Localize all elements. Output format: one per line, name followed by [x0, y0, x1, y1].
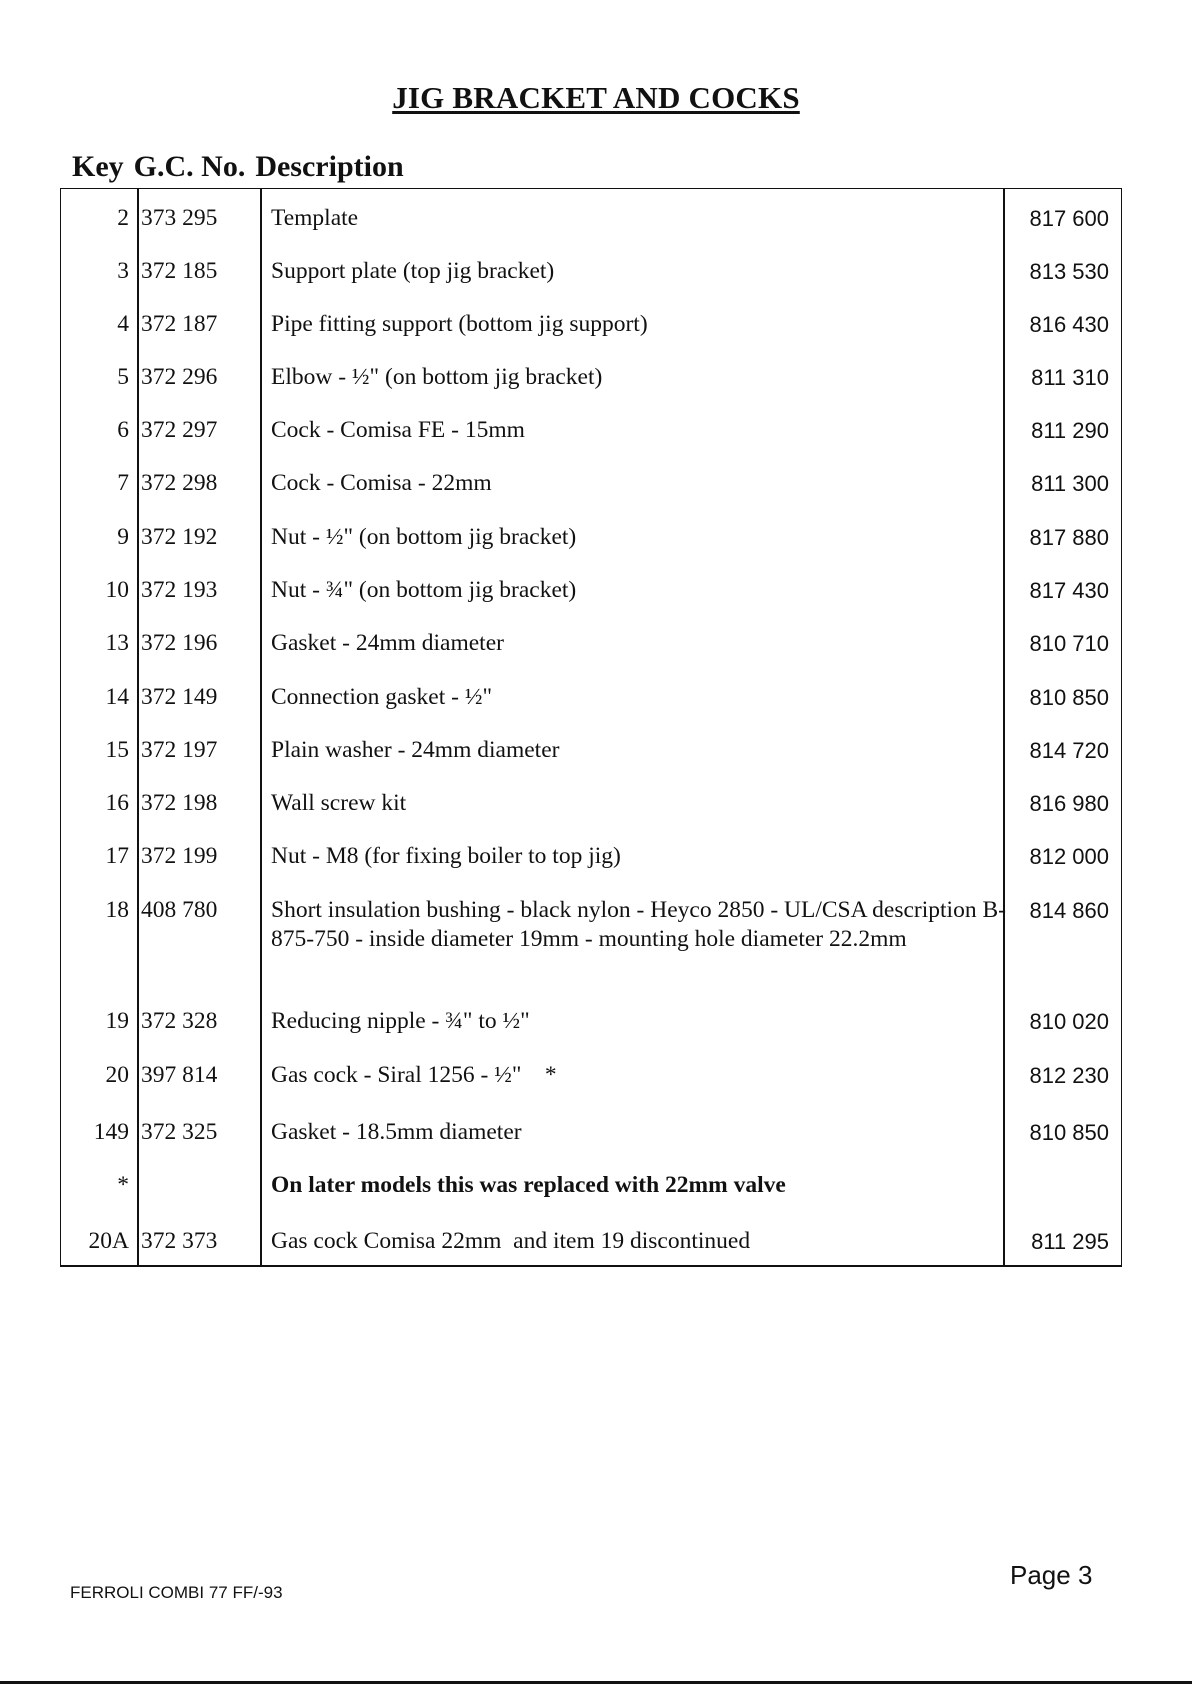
part-number-cell: 810 850 — [1029, 1120, 1109, 1145]
key-cell: 20 — [105, 1062, 129, 1088]
key-cell: 3 — [117, 258, 129, 284]
key-cell: 13 — [105, 630, 129, 656]
key-cell: 7 — [117, 470, 129, 496]
part-number-cell: 813 530 — [1029, 259, 1109, 284]
gc-number-cell: 372 192 — [141, 524, 218, 550]
gc-number-cell: 397 814 — [141, 1062, 218, 1088]
key-cell: 17 — [105, 843, 129, 869]
part-number-cell: 814 720 — [1029, 738, 1109, 763]
description-cell: Gasket - 18.5mm diameter — [271, 1119, 522, 1145]
footer-model: FERROLI COMBI 77 FF/-93 — [70, 1583, 283, 1602]
description-cell: Plain washer - 24mm diameter — [271, 737, 560, 763]
description-cell: Connection gasket - ½" — [271, 684, 493, 710]
key-cell: * — [117, 1172, 129, 1198]
description-cell: Template — [271, 205, 359, 231]
page-title: JIG BRACKET AND COCKS — [392, 80, 800, 115]
gc-number-cell: 372 296 — [141, 364, 218, 390]
page-number: Page 3 — [1010, 1560, 1093, 1590]
key-cell: 9 — [117, 524, 129, 550]
column-divider — [137, 189, 139, 1265]
column-divider — [260, 189, 262, 1265]
part-number-cell: 817 600 — [1029, 206, 1109, 231]
column-headers — [72, 150, 414, 184]
gc-number-cell: 372 196 — [141, 630, 218, 656]
part-number-cell: 812 000 — [1029, 844, 1109, 869]
key-cell: 16 — [105, 790, 129, 816]
part-number-cell: 817 430 — [1029, 578, 1109, 603]
gc-number-cell: 372 325 — [141, 1119, 218, 1145]
description-cell: Gasket - 24mm diameter — [271, 630, 504, 656]
gc-number-cell: 372 198 — [141, 790, 218, 816]
gc-number-cell: 372 149 — [141, 684, 218, 710]
description-cell: Short insulation bushing - black nylon - Heyco 2850 - UL/CSA description B-875-750 - inside diameter 19mm - mounting hole diameter 22.2mm — [271, 897, 1006, 952]
description-cell: Cock - Comisa - 22mm — [271, 470, 492, 496]
description-cell: Elbow - ½" (on bottom jig bracket) — [271, 364, 603, 390]
part-number-cell: 811 295 — [1031, 1229, 1109, 1254]
part-number-cell: 816 430 — [1029, 312, 1109, 337]
gc-number-cell: 372 185 — [141, 258, 218, 284]
gc-number-cell: 372 328 — [141, 1008, 218, 1034]
header-description: Description — [255, 150, 404, 183]
description-cell: Nut - ½" (on bottom jig bracket) — [271, 524, 577, 550]
header-key: Key — [72, 150, 124, 183]
description-cell: Nut - ¾" (on bottom jig bracket) — [271, 577, 577, 603]
part-number-cell: 811 310 — [1031, 365, 1109, 390]
key-cell: 18 — [105, 897, 129, 923]
header-gc-no: G.C. No. — [133, 150, 246, 183]
gc-number-cell: 373 295 — [141, 205, 218, 231]
gc-number-cell: 372 193 — [141, 577, 218, 603]
key-cell: 2 — [117, 205, 129, 231]
part-number-cell: 811 290 — [1031, 418, 1109, 443]
description-cell: Pipe fitting support (bottom jig support) — [271, 311, 648, 337]
part-number-cell: 816 980 — [1029, 791, 1109, 816]
description-cell: Reducing nipple - ¾" to ½" — [271, 1008, 530, 1034]
key-cell: 14 — [105, 684, 129, 710]
parts-table — [60, 188, 1122, 1267]
part-number-cell: 811 300 — [1031, 471, 1109, 496]
key-cell: 6 — [117, 417, 129, 443]
key-cell: 19 — [105, 1008, 129, 1034]
gc-number-cell: 372 197 — [141, 737, 218, 763]
description-cell: Support plate (top jig bracket) — [271, 258, 555, 284]
gc-number-cell: 408 780 — [141, 897, 218, 923]
gc-number-cell: 372 298 — [141, 470, 218, 496]
part-number-cell: 814 860 — [1029, 898, 1109, 923]
description-cell: Gas cock - Siral 1256 - ½" * — [271, 1062, 557, 1088]
part-number-cell: 810 710 — [1029, 631, 1109, 656]
description-cell: On later models this was replaced with 22mm valve — [271, 1172, 786, 1198]
part-number-cell: 812 230 — [1029, 1063, 1109, 1088]
key-cell: 4 — [117, 311, 129, 337]
description-cell: Nut - M8 (for fixing boiler to top jig) — [271, 843, 621, 869]
part-number-cell: 810 020 — [1029, 1009, 1109, 1034]
column-divider — [1003, 189, 1005, 1265]
key-cell: 149 — [93, 1119, 129, 1145]
gc-number-cell: 372 187 — [141, 311, 218, 337]
part-number-cell: 817 880 — [1029, 525, 1109, 550]
key-cell: 15 — [105, 737, 129, 763]
gc-number-cell: 372 297 — [141, 417, 218, 443]
part-number-cell: 810 850 — [1029, 685, 1109, 710]
description-cell: Wall screw kit — [271, 790, 407, 816]
gc-number-cell: 372 199 — [141, 843, 218, 869]
description-cell: Gas cock Comisa 22mm and item 19 discontinued — [271, 1228, 751, 1254]
key-cell: 10 — [105, 577, 129, 603]
description-cell: Cock - Comisa FE - 15mm — [271, 417, 525, 443]
gc-number-cell: 372 373 — [141, 1228, 218, 1254]
key-cell: 5 — [117, 364, 129, 390]
key-cell: 20A — [88, 1228, 129, 1254]
